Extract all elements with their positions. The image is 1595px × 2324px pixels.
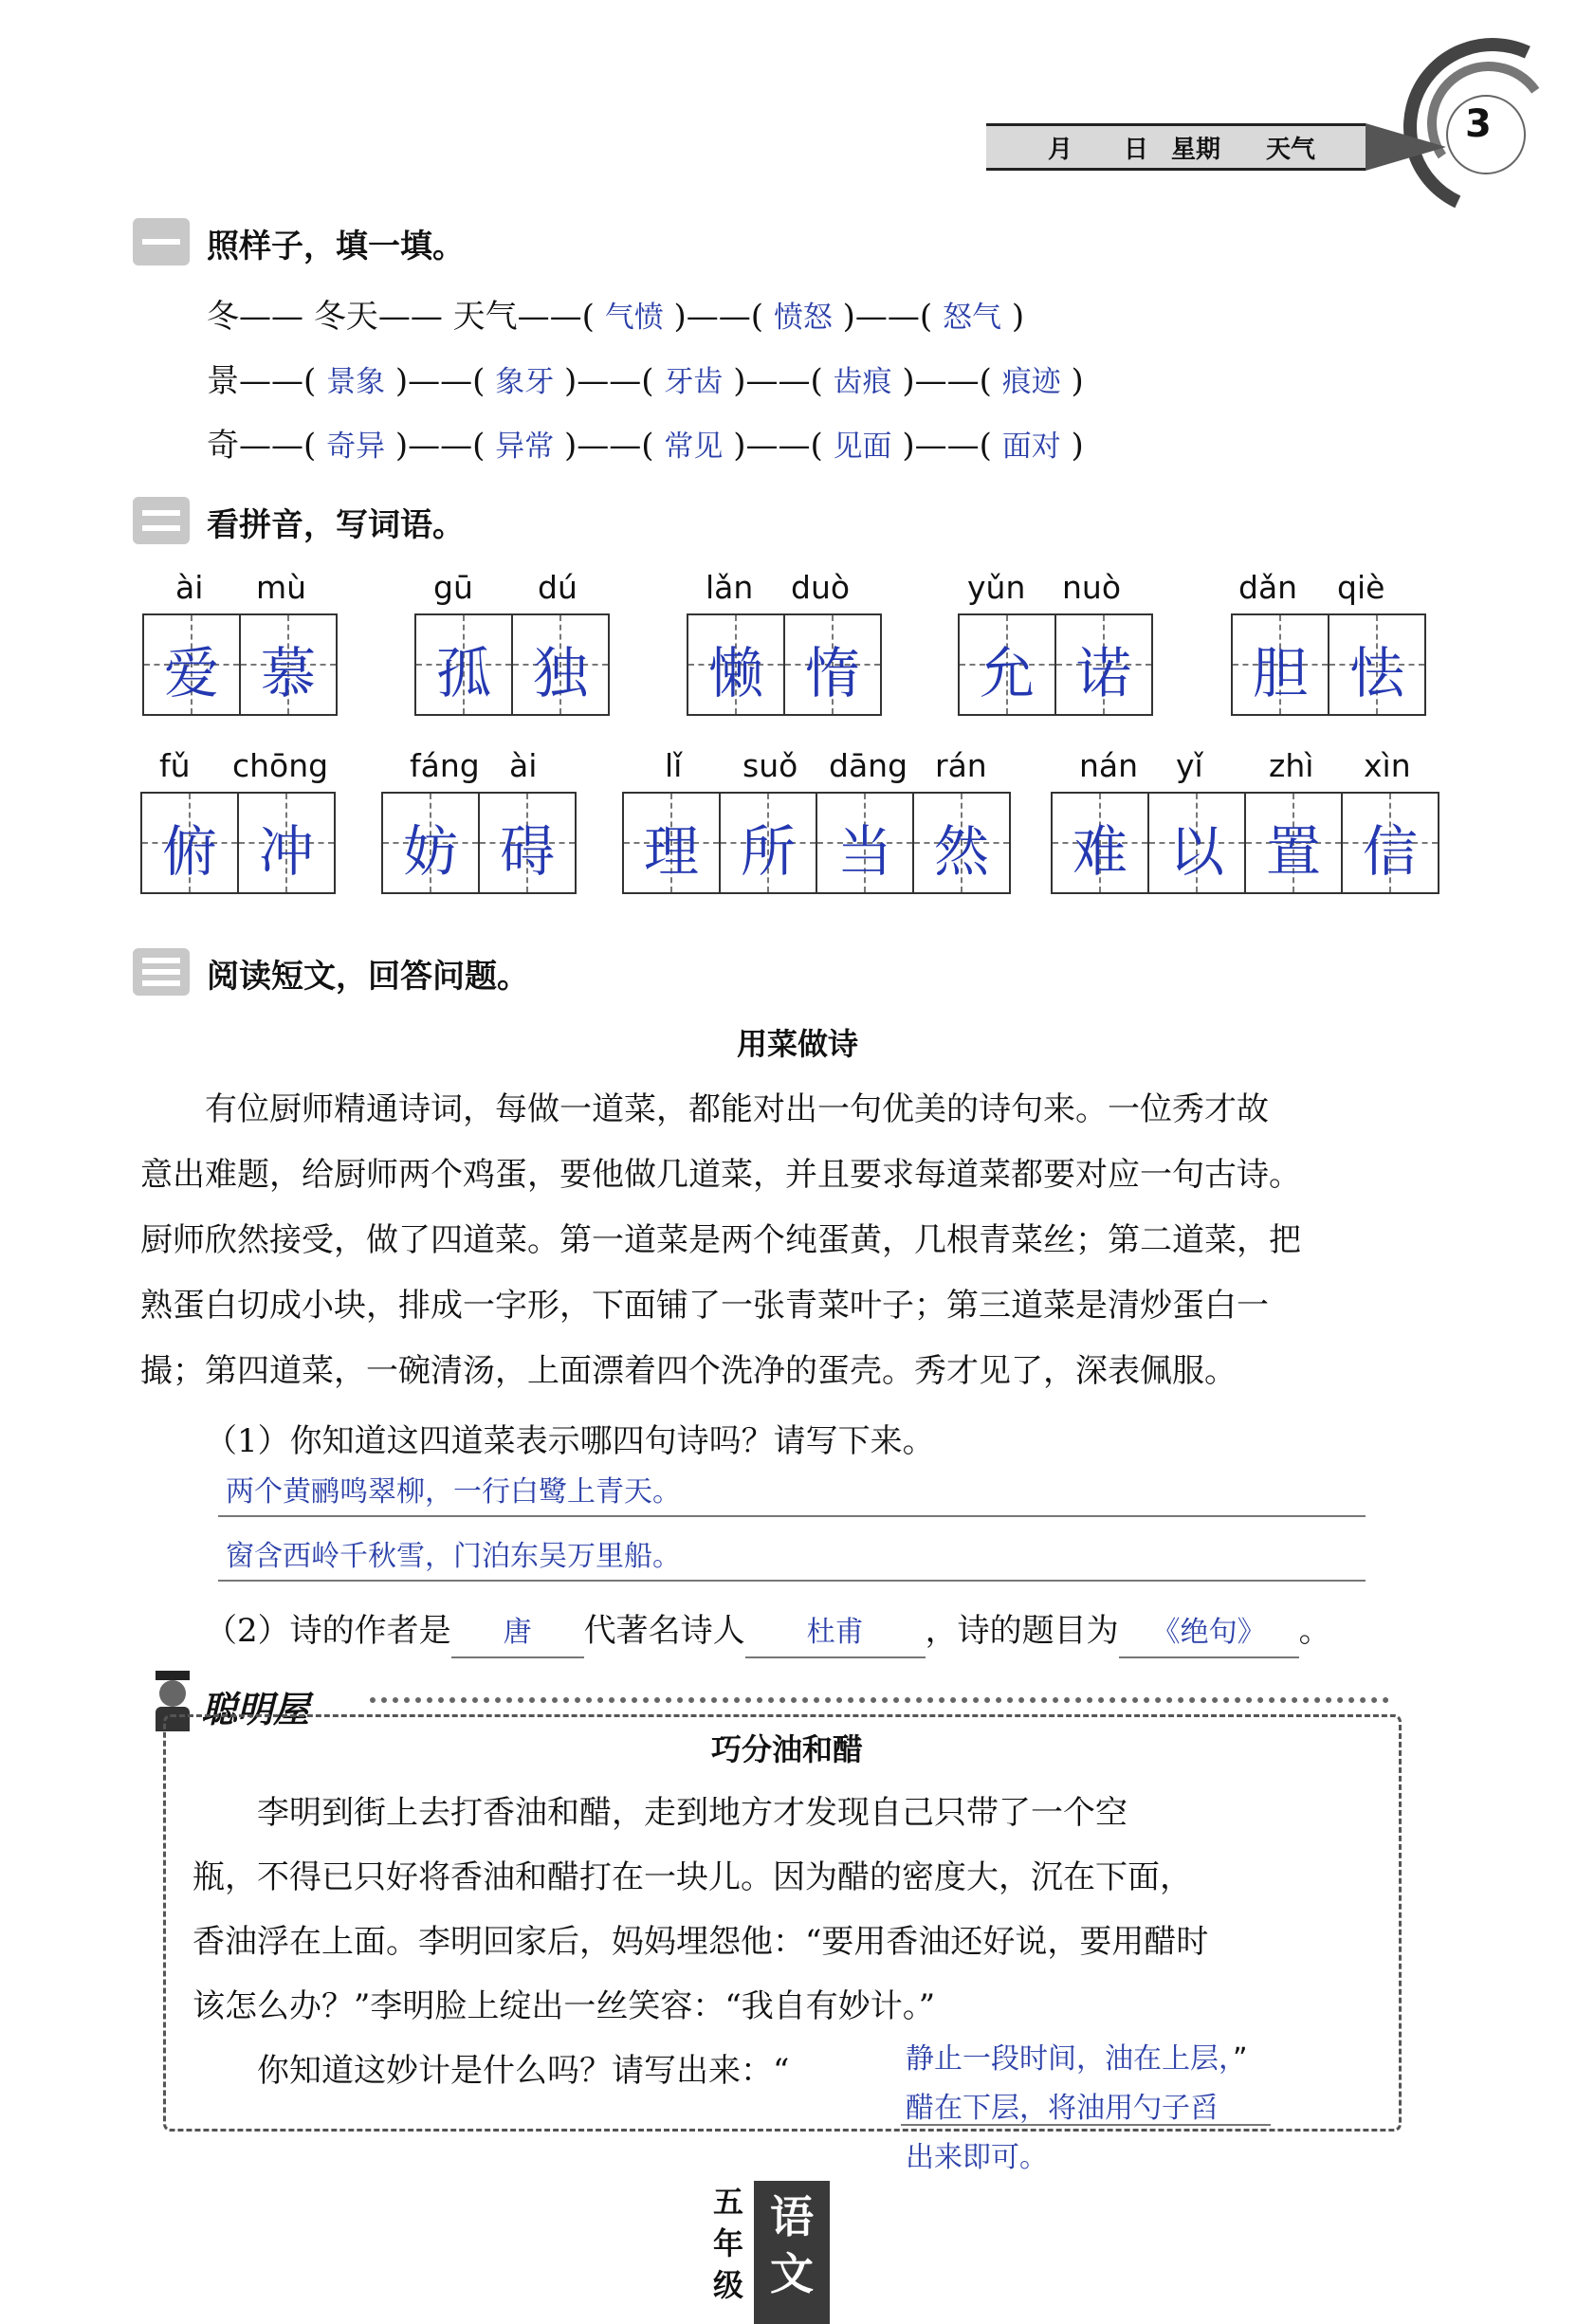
char: 当 [836, 819, 892, 884]
pinyin-word [381, 747, 577, 894]
answer-line: 醋在下层，将油用勺子舀 [906, 2092, 1219, 2125]
answer-word: 异常 [495, 430, 555, 464]
answer-word: 象牙 [495, 365, 555, 399]
section-3-marker [133, 948, 190, 996]
article-line: 厨师欣然接受，做了四道菜。第一道菜是两个纯蛋黄，几根青菜丝；第二道菜，把 [140, 1221, 1301, 1259]
grade-char: 级 [713, 2267, 744, 2303]
grade-label [713, 2181, 743, 2306]
pinyin: lǎn [706, 569, 754, 606]
dynasty-answer: 唐 [451, 1609, 584, 1658]
answer-word: 常见 [664, 430, 724, 464]
subject-char: 语 [770, 2191, 814, 2242]
pinyin-word [622, 747, 1011, 894]
poet-answer: 杜甫 [745, 1609, 926, 1658]
pinyin-word [142, 569, 338, 716]
row-head: 冬 [207, 298, 239, 336]
tian-grid [958, 613, 1153, 716]
char: 碍 [499, 819, 555, 884]
pinyin: duò [791, 569, 851, 606]
answer-word: 痕迹 [1001, 365, 1061, 399]
q2-text: 。 [1298, 1612, 1331, 1650]
section-1-title: 照样子，填一填。 [207, 228, 465, 265]
char: 然 [933, 819, 989, 884]
tian-grid [140, 792, 336, 894]
pinyin: fǔ [159, 747, 191, 784]
answer-word: 牙齿 [664, 365, 724, 399]
grade-char: 年 [713, 2225, 744, 2261]
smart-answer [906, 2035, 1248, 2183]
body-line: 瓶，不得已只好将香油和醋打在一块儿。因为醋的密度大，沉在下面， [192, 1858, 1192, 1896]
body-line: 李明到街上去打香油和醋，走到地方才发现自己只带了一个空 [257, 1794, 1128, 1832]
body-line: 香油浮在上面。李明回家后，妈妈埋怨他：“要用香油还好说，要用醋时 [192, 1923, 1209, 1961]
tian-grid [687, 613, 882, 716]
pinyin: dāng [829, 747, 908, 784]
char: 允 [979, 641, 1035, 705]
pinyin: suǒ [742, 747, 798, 784]
tian-grid [1051, 792, 1439, 894]
pinyin: chōng [232, 747, 329, 784]
char: 胆 [1252, 641, 1308, 705]
tian-grid [414, 613, 610, 716]
body-line: 该怎么办？”李明脸上绽出一丝笑容：“我自有妙计。” [192, 1987, 936, 2025]
pinyin: ài [175, 569, 204, 606]
subject-tab [754, 2181, 830, 2324]
section-2-title: 看拼音，写词语。 [207, 506, 465, 544]
char: 爱 [163, 641, 219, 705]
article-body [140, 1077, 1449, 1404]
example-word: 天气 [452, 298, 518, 336]
pinyin-word [687, 569, 882, 716]
pinyin: zhì [1269, 747, 1314, 784]
closing-quote: ” [1233, 2042, 1248, 2076]
answer-word: 怒气 [943, 301, 1002, 335]
char: 所 [740, 819, 796, 884]
tian-grid [1231, 613, 1426, 716]
pinyin: fáng [410, 747, 480, 784]
answer-word: 齿痕 [833, 365, 892, 399]
tian-grid [381, 792, 577, 894]
tian-grid [622, 792, 1011, 894]
char: 俯 [161, 819, 217, 884]
pinyin: yǐ [1176, 747, 1203, 784]
answer-line: 静止一段时间，油在上层，” [906, 2042, 1248, 2076]
divider [370, 1697, 1389, 1703]
pinyin-word [1051, 747, 1439, 894]
article-title: 用菜做诗 [736, 1026, 858, 1062]
pinyin: nuò [1062, 569, 1122, 606]
article-line: 熟蛋白切成小块，排成一字形，下面铺了一张青菜叶子；第三道菜是清炒蛋白一 [140, 1287, 1269, 1325]
char: 独 [532, 641, 588, 705]
page-number: 3 [1465, 102, 1492, 146]
pinyin-word [1231, 569, 1426, 716]
pinyin: dú [538, 569, 578, 606]
tian-grid [142, 613, 338, 716]
q2-text: 代著名诗人 [583, 1612, 745, 1650]
article-line: 有位厨师精通诗词，每做一道菜，都能对出一句优美的诗句来。一位秀才故 [205, 1090, 1269, 1128]
char: 以 [1168, 819, 1224, 884]
pinyin: lǐ [665, 747, 683, 784]
section-3-title: 阅读短文，回答问题。 [207, 958, 529, 996]
answer-word: 愤怒 [773, 301, 833, 335]
smart-house-label: 聪明屋 [201, 1689, 310, 1730]
char: 惰 [804, 641, 860, 705]
answer-line-1 [218, 1515, 1366, 1517]
month-label: 月 [1048, 136, 1073, 164]
subject-char: 文 [770, 2248, 814, 2299]
char: 妨 [402, 819, 458, 884]
article-line: 意出难题，给厨师两个鸡蛋，要他做几道菜，并且要求每道菜都要对应一句古诗。 [140, 1156, 1301, 1194]
pencil-tip-icon [1366, 123, 1446, 171]
answer-line-2 [218, 1580, 1366, 1582]
row-head: 奇 [207, 427, 239, 465]
answer-word: 景象 [326, 365, 386, 399]
pinyin: gū [433, 569, 473, 606]
section-2-marker [133, 497, 190, 544]
example-word: 冬天 [313, 298, 378, 336]
pinyin: yǔn [967, 569, 1026, 606]
question-1: （1）你知道这四道菜表示哪四句诗吗？请写下来。 [205, 1422, 935, 1460]
answer-line: 出来即可。 [906, 2141, 1048, 2174]
article-line: 撮；第四道菜，一碗清汤，上面漂着四个洗净的蛋壳。秀才见了，深表佩服。 [140, 1352, 1237, 1390]
pinyin-word [414, 569, 610, 716]
smart-answer-underline [901, 2124, 1271, 2126]
answer-word: 面对 [1001, 430, 1061, 464]
pinyin: mù [256, 569, 307, 606]
answer-line-2-text: 窗含西岭千秋雪，门泊东吴万里船。 [226, 1540, 681, 1573]
char: 难 [1072, 819, 1128, 884]
q2-text: ，诗的题目为 [925, 1612, 1119, 1650]
answer-word: 见面 [833, 430, 892, 464]
row-head: 景 [207, 362, 239, 400]
chain-row: 景——( 景象 )——( 象牙 )——( 牙齿 )——( 齿痕 )——( 痕迹 ) [207, 362, 1084, 400]
char: 孤 [435, 641, 491, 705]
pinyin: ài [509, 747, 538, 784]
date-weather-bar [986, 123, 1366, 171]
weekday-label: 星期 [1171, 136, 1221, 164]
smart-house-title: 巧分油和醋 [710, 1731, 863, 1767]
char: 理 [643, 819, 699, 884]
char: 诺 [1075, 641, 1131, 705]
answer-word: 奇异 [326, 430, 386, 464]
section-1-marker [133, 218, 190, 265]
char: 懒 [707, 641, 763, 705]
question-2 [205, 1599, 1331, 1664]
chain-row: 奇——( 奇异 )——( 异常 )——( 常见 )——( 见面 )——( 面对 ) [207, 427, 1084, 465]
answer-line-1-text: 两个黄鹂鸣翠柳，一行白鹭上青天。 [226, 1475, 681, 1509]
char: 怯 [1348, 641, 1404, 705]
q2-text: （2）诗的作者是 [205, 1612, 451, 1650]
question: 你知道这妙计是什么吗？请写出来：“ [257, 2052, 790, 2090]
char: 信 [1362, 819, 1418, 884]
char: 慕 [260, 641, 316, 705]
pinyin: rán [935, 747, 987, 784]
day-label: 日 [1124, 136, 1149, 164]
pinyin: nán [1079, 747, 1139, 784]
char: 置 [1265, 819, 1321, 884]
char: 冲 [258, 819, 314, 884]
pinyin: qiè [1337, 569, 1385, 606]
pinyin: xìn [1364, 747, 1411, 784]
answer-word: 气愤 [604, 301, 664, 335]
pinyin: dǎn [1238, 569, 1298, 606]
grade-char: 五 [713, 2184, 744, 2220]
title-answer: 《绝句》 [1119, 1609, 1299, 1658]
pinyin-word [140, 747, 336, 894]
weather-label: 天气 [1266, 136, 1316, 164]
pinyin-word [958, 569, 1153, 716]
